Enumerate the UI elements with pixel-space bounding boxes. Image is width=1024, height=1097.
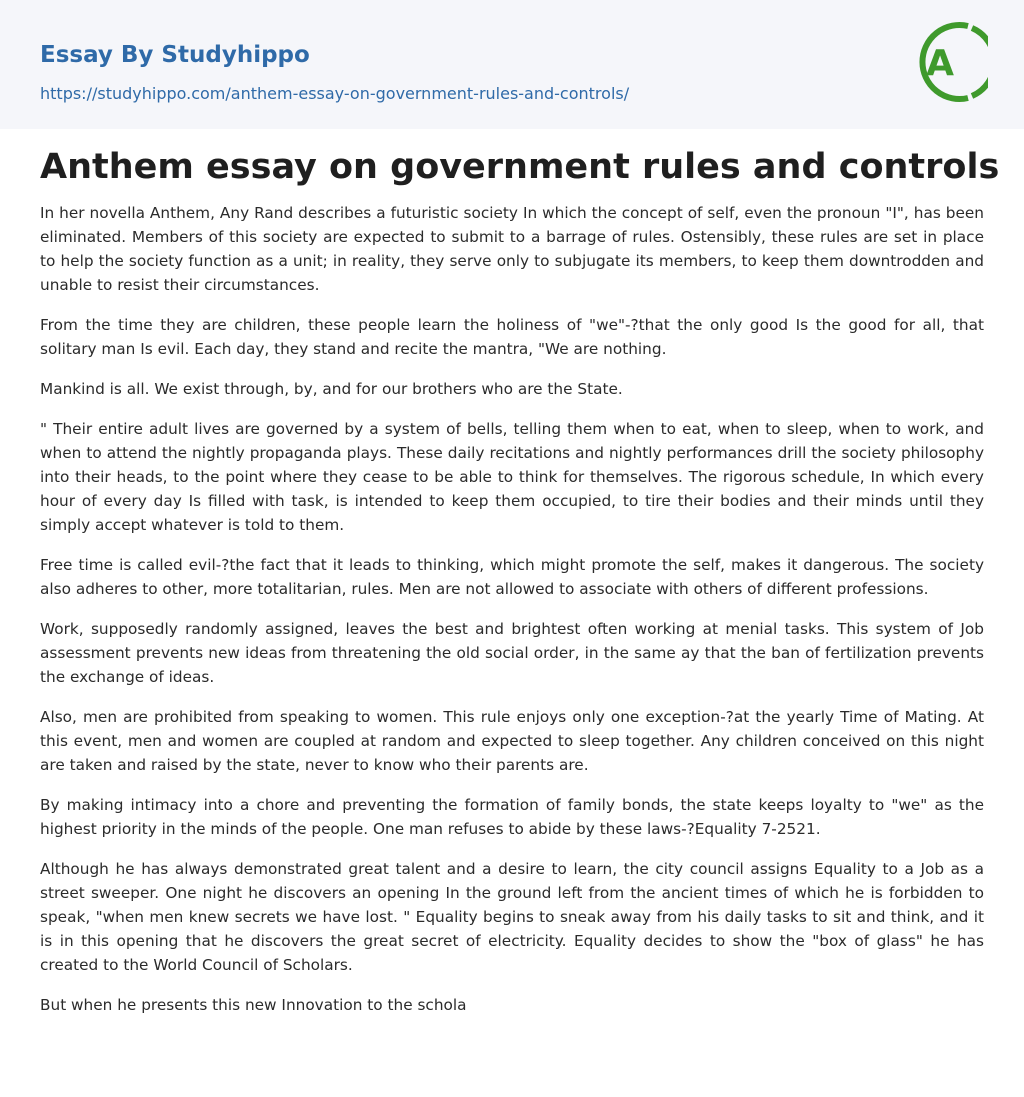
article-paragraph-2: From the time they are children, these people learn the holiness of "we"-?that the only good Is the good for all, that solitary man Is evil. Each day, they stand and recite the mantra, "We are nothing. [40,316,984,358]
article-paragraph-3: Mankind is all. We exist through, by, and for our brothers who are the State. [40,380,623,398]
article [40,143,1000,1033]
article-paragraph-8: By making intimacy into a chore and preventing the formation of family bonds, the state keeps loyalty to "we" as the highest priority in the minds of the people. One man refuses to abide by these laws-?Equality 7-2521. [40,796,984,838]
article-paragraph-1: In her novella Anthem, Any Rand describes a futuristic society In which the concept of self, even the pronoun "I", has been eliminated. Members of this society are expected to submit to a barrage of rules. Ostensibly, these rules are set in place to help the society function as a unit; in reality, they serve only to subjugate its members, to keep them downtrodden and unable to resist their circumstances. [40,204,984,294]
article-paragraph-10: But when he presents this new Innovation to the schola [40,996,467,1014]
site-title[interactable]: Essay By Studyhippo [40,42,310,68]
article-paragraph-6: Work, supposedly randomly assigned, leaves the best and brightest often working at menial tasks. This system of Job assessment prevents new ideas from threatening the old social order, in the same ay that the ban of fertilization prevents the exchange of ideas. [40,620,984,686]
logo-letter: A [926,43,954,84]
article-paragraph-9: Although he has always demonstrated great talent and a desire to learn, the city council assigns Equality to a Job as a street sweeper. One night he discovers an opening In the ground left from the ancient times of which he is forbidden to speak, "when men knew secrets we have lost. " Equality begins to sneak away from his daily tasks to sit and think, and it is in this opening that he discovers the great secret of electricity. Equality decides to show the "box of glass" he has created to the World Council of Scholars. [40,860,984,974]
page-title: Anthem essay on government rules and controls [40,147,1000,187]
article-paragraph-5: Free time is called evil-?the fact that it leads to thinking, which might promote the self, makes it dangerous. The society also adheres to other, more totalitarian, rules. Men are not allowed to associate with others of different professions. [40,556,984,598]
article-paragraph-7: Also, men are prohibited from speaking to women. This rule enjoys only one exception-?at the yearly Time of Mating. At this event, men and women are coupled at random and expected to sleep together. Any children conceived on this night are taken and raised by the state, never to know who their parents are. [40,708,984,774]
site-header [0,0,1024,129]
article-paragraph-4: " Their entire adult lives are governed by a system of bells, telling them when to eat, when to sleep, when to work, and when to attend the nightly propaganda plays. These daily recitations and nightly performances drill the society philosophy into their heads, to the point where they cease to be able to think for themselves. The rigorous schedule, In which every hour of every day Is filled with task, is intended to keep them occupied, to tire their bodies and their minds until they simply accept whatever is told to them. [40,420,984,534]
studyhippo-logo-icon[interactable] [912,18,988,106]
page-url-link[interactable]: https://studyhippo.com/anthem-essay-on-government-rules-and-controls/ [40,84,630,103]
